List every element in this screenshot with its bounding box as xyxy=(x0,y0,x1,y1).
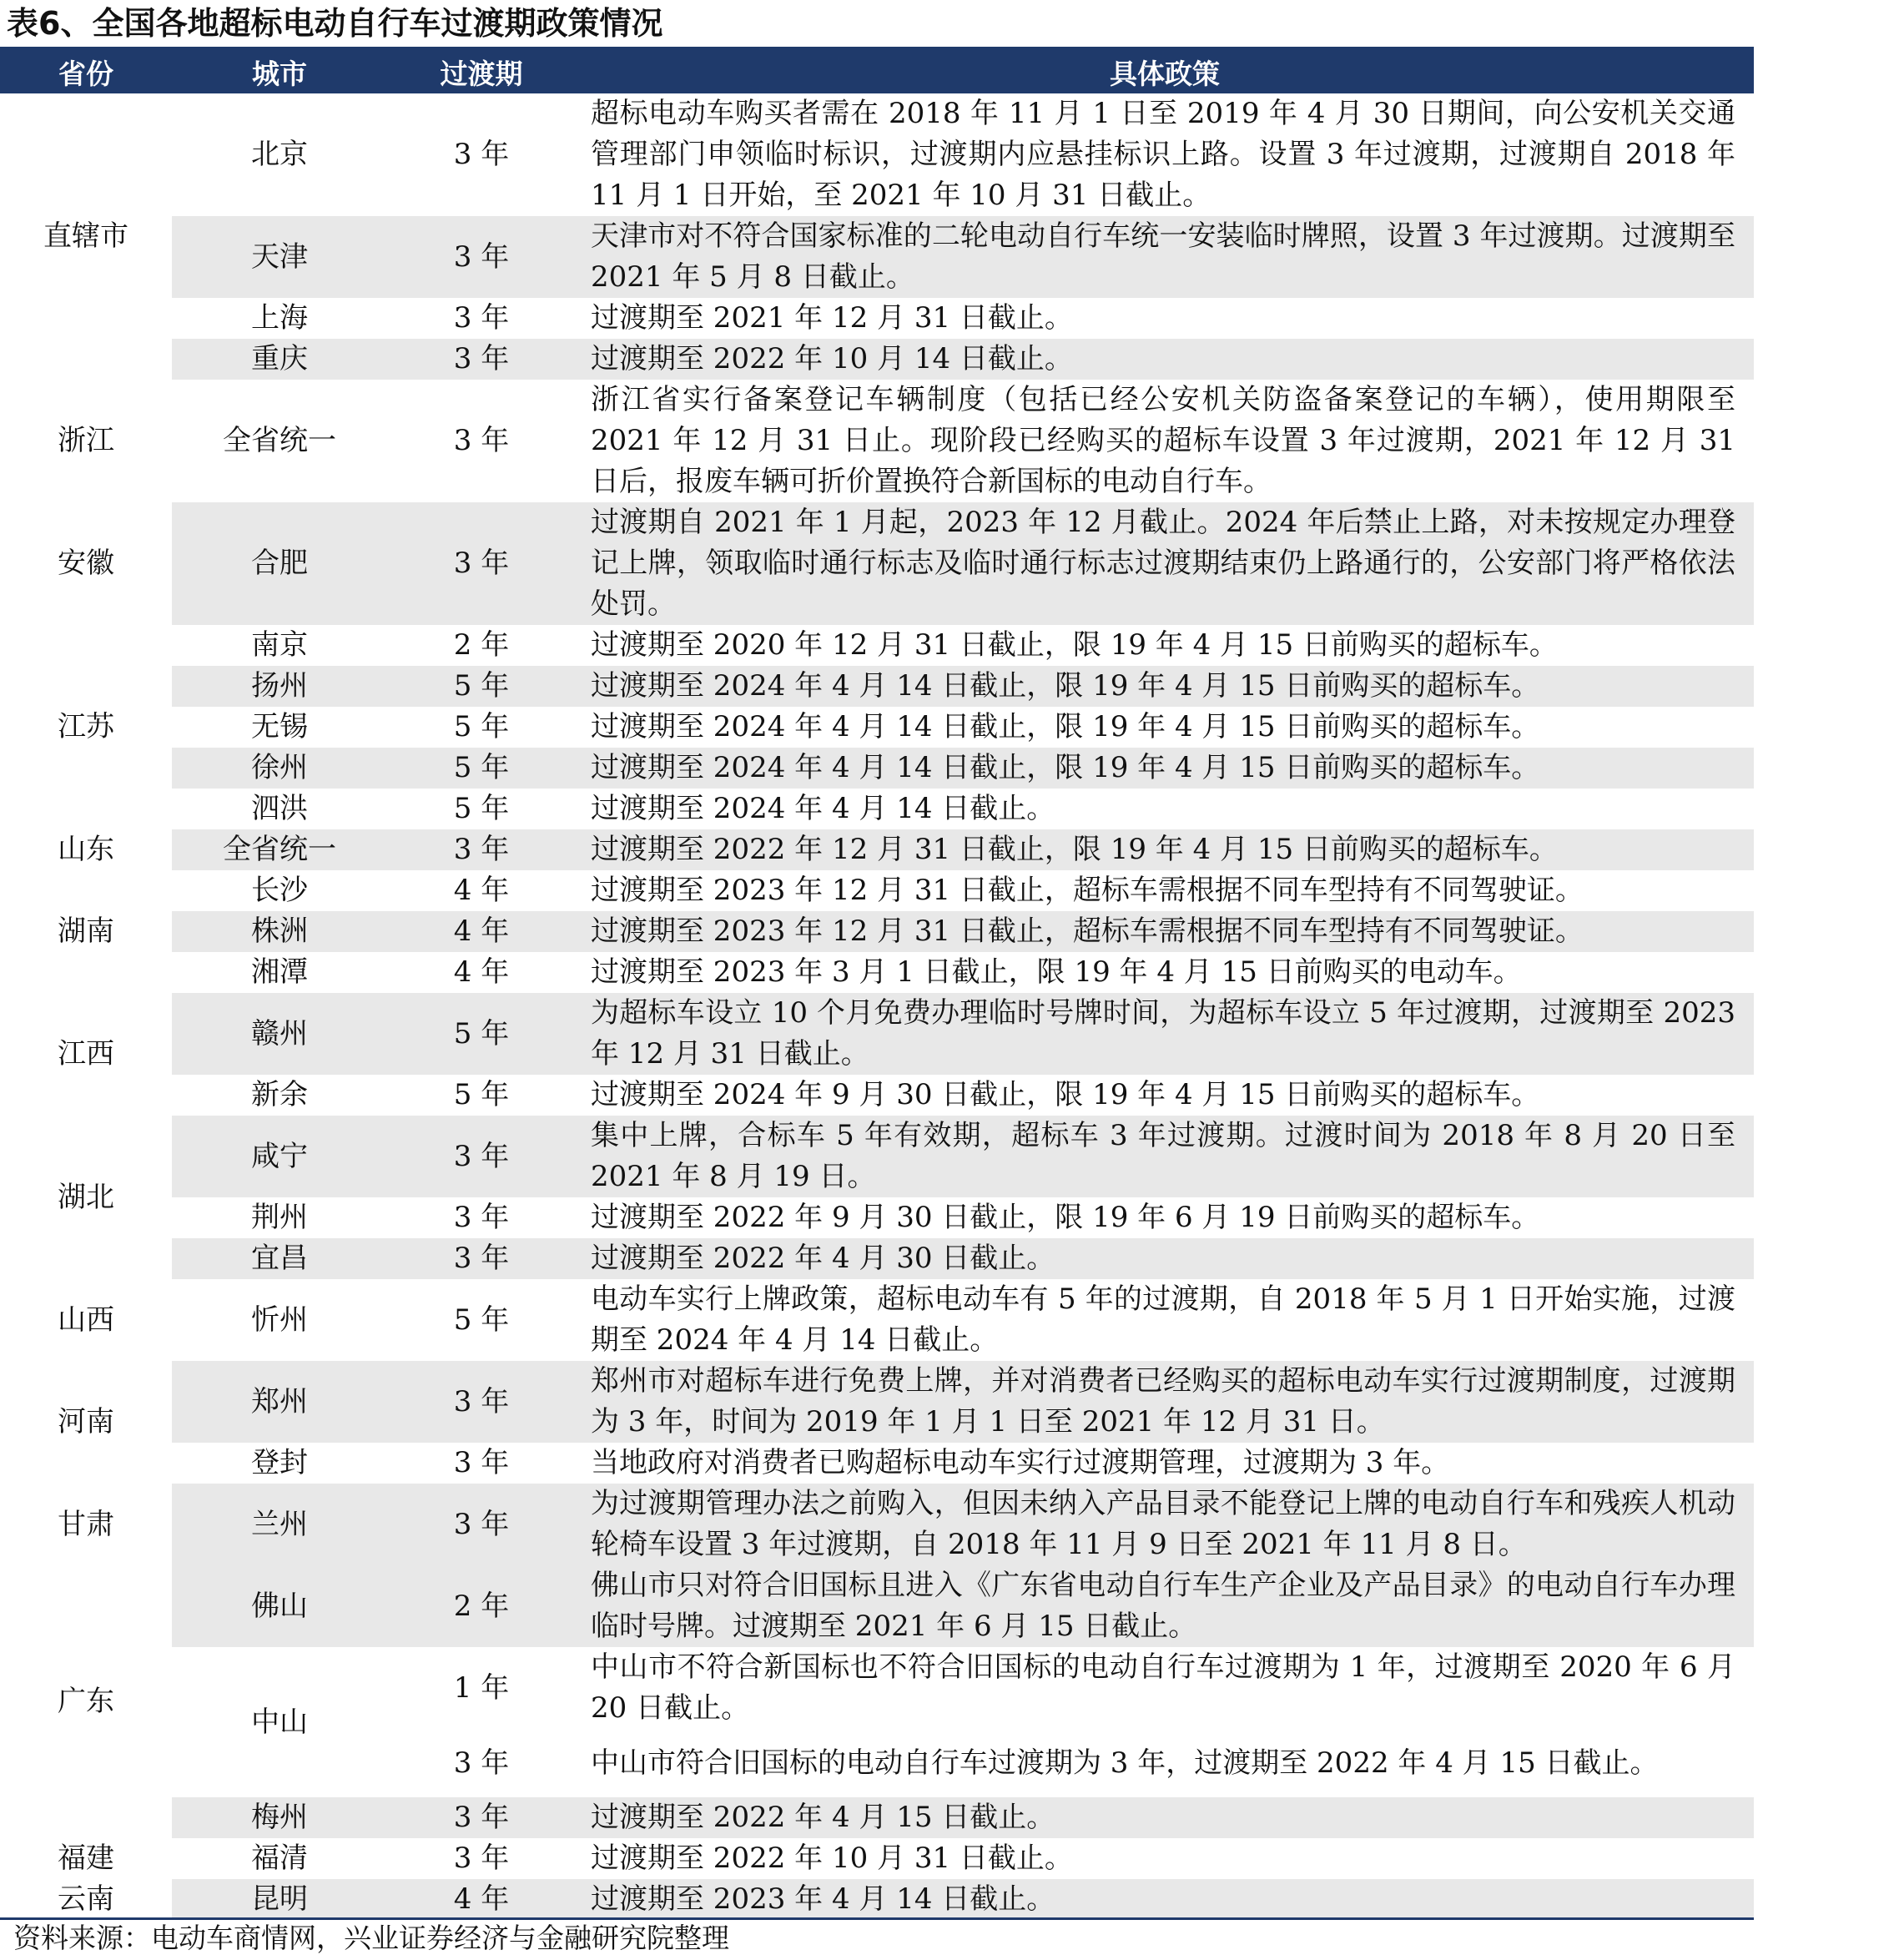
table-row xyxy=(0,502,1754,625)
city-cell: 湘潭 xyxy=(251,955,308,989)
city-cell: 咸宁 xyxy=(172,1116,387,1197)
period-cell: 2 年 xyxy=(453,628,510,662)
policy-cell: 过渡期至 2022 年 4 月 30 日截止。 xyxy=(576,1238,1754,1279)
source-note: 资料来源：电动车商情网，兴业证券经济与金融研究院整理 xyxy=(13,1922,729,1954)
policy-cell: 过渡期至 2023 年 12 月 31 日截止，超标车需根据不同车型持有不同驾驶证。 xyxy=(576,911,1754,952)
policy-table xyxy=(0,51,1754,1920)
city-cell: 忻州 xyxy=(251,1302,308,1337)
period-cell: 3 年 xyxy=(453,1446,510,1479)
province-cell: 直辖市 xyxy=(0,93,172,380)
city-cell: 北京 xyxy=(251,138,308,171)
table-row xyxy=(0,789,1754,829)
policy-cell: 过渡期至 2022 年 4 月 15 日截止。 xyxy=(576,1797,1754,1838)
city-cell: 中山 xyxy=(251,1705,308,1739)
period-cell: 3 年 xyxy=(387,1361,576,1443)
city-cell: 合肥 xyxy=(172,502,387,625)
city-cell: 重庆 xyxy=(172,339,387,380)
city-cell: 上海 xyxy=(251,301,308,335)
policy-cell: 过渡期自 2021 年 1 月起，2023 年 12 月截止。2024 年后禁止上路，对未按规定办理登记上牌，领取临时通行标志及临时通行标志过渡期结束仍上路通行的，公安部门将严格依法处罚。 xyxy=(576,502,1754,625)
header-row xyxy=(0,51,1754,93)
province-cell: 江西 xyxy=(0,993,172,1116)
period-cell: 5 年 xyxy=(387,993,576,1075)
policy-cell: 中山市不符合新国标也不符合旧国标的电动自行车过渡期为 1 年，过渡期至 2020 年 6 月 20 日截止。 xyxy=(591,1650,1735,1725)
period-cell: 3 年 xyxy=(453,301,510,335)
period-cell: 5 年 xyxy=(453,710,510,743)
header-province: 省份 xyxy=(0,51,172,93)
period-cell: 3 年 xyxy=(453,1746,510,1780)
province-cell: 福建 xyxy=(0,1838,172,1879)
table-row xyxy=(0,1647,1754,1729)
table-row xyxy=(0,1443,1754,1484)
city-cell: 扬州 xyxy=(172,666,387,707)
policy-cell: 过渡期至 2024 年 4 月 14 日截止。 xyxy=(591,792,1055,825)
period-cell: 5 年 xyxy=(453,1302,510,1337)
table-title: 表6、全国各地超标电动自行车过渡期政策情况 xyxy=(7,5,663,42)
period-cell: 4 年 xyxy=(453,955,510,989)
city-cell: 佛山 xyxy=(172,1565,387,1647)
city-cell: 郑州 xyxy=(172,1361,387,1443)
table-row xyxy=(0,625,1754,666)
city-cell: 无锡 xyxy=(251,710,308,743)
city-cell: 株洲 xyxy=(172,911,387,952)
province-cell: 山西 xyxy=(0,1279,172,1361)
policy-cell: 过渡期至 2023 年 3 月 1 日截止，限 19 年 4 月 15 日前购买的电动车。 xyxy=(591,955,1522,989)
period-cell: 2 年 xyxy=(387,1565,576,1647)
table-row xyxy=(0,216,1754,298)
policy-cell: 过渡期至 2022 年 12 月 31 日截止，限 19 年 4 月 15 日前购买的超标车。 xyxy=(576,829,1754,870)
table-row xyxy=(0,707,1754,748)
table-row xyxy=(0,1197,1754,1238)
table-row xyxy=(0,666,1754,707)
table-row xyxy=(0,748,1754,789)
policy-cell: 佛山市只对符合旧国标且进入《广东省电动自行车生产企业及产品目录》的电动自行车办理临时号牌。过渡期至 2021 年 6 月 15 日截止。 xyxy=(576,1565,1754,1647)
table-row xyxy=(0,1565,1754,1647)
table-row xyxy=(0,298,1754,339)
policy-cell: 中山市符合旧国标的电动自行车过渡期为 3 年，过渡期至 2022 年 4 月 15 日截止。 xyxy=(591,1746,1659,1780)
province-cell: 河南 xyxy=(0,1361,172,1484)
table-row xyxy=(0,93,1754,216)
policy-cell: 过渡期至 2024 年 4 月 14 日截止，限 19 年 4 月 15 日前购买的超标车。 xyxy=(576,748,1754,789)
policy-cell: 过渡期至 2024 年 4 月 14 日截止，限 19 年 4 月 15 日前购买的超标车。 xyxy=(576,666,1754,707)
policy-cell: 浙江省实行备案登记车辆制度（包括已经公安机关防盗备案登记的车辆），使用期限至 2021 年 12 月 31 日止。现阶段已经购买的超标车设置 3 年过渡期，2021 年 12 月 31 日后，报废车辆可折价置换符合新国标的电动自行车。 xyxy=(591,383,1735,498)
period-cell: 3 年 xyxy=(387,1116,576,1197)
period-cell: 3 年 xyxy=(387,502,576,625)
policy-cell: 过渡期至 2020 年 12 月 31 日截止，限 19 年 4 月 15 日前购买的超标车。 xyxy=(591,628,1558,662)
table-row xyxy=(0,1879,1754,1920)
period-cell: 3 年 xyxy=(387,339,576,380)
policy-cell: 郑州市对超标车进行免费上牌，并对消费者已经购买的超标电动车实行过渡期制度，过渡期为 3 年，时间为 2019 年 1 月 1 日至 2021 年 12 月 31 日。 xyxy=(576,1361,1754,1443)
city-cell: 梅州 xyxy=(172,1797,387,1838)
policy-cell: 过渡期至 2024 年 4 月 14 日截止，限 19 年 4 月 15 日前购买的超标车。 xyxy=(591,710,1540,743)
table-row xyxy=(0,911,1754,952)
province-cell: 甘肃 xyxy=(0,1484,172,1565)
table-row xyxy=(0,1279,1754,1361)
period-cell: 4 年 xyxy=(387,911,576,952)
header-policy: 具体政策 xyxy=(576,51,1754,93)
period-cell: 3 年 xyxy=(387,829,576,870)
table-row xyxy=(0,1116,1754,1197)
city-cell: 福清 xyxy=(251,1842,308,1875)
period-cell: 3 年 xyxy=(453,424,510,457)
city-cell: 兰州 xyxy=(172,1484,387,1565)
policy-cell: 超标电动车购买者需在 2018 年 11 月 1 日至 2019 年 4 月 30 日期间，向公安机关交通管理部门申领临时标识，过渡期内应悬挂标识上路。设置 3 年过渡期，过渡期自 2018 年 11 月 1 日开始，至 2021 年 10 月 31 日截止。 xyxy=(591,97,1735,212)
period-cell: 3 年 xyxy=(387,216,576,298)
province-cell: 安徽 xyxy=(0,502,172,625)
policy-cell: 过渡期至 2022 年 9 月 30 日截止，限 19 年 6 月 19 日前购买的超标车。 xyxy=(591,1201,1540,1234)
period-cell: 5 年 xyxy=(387,748,576,789)
table-row xyxy=(0,1361,1754,1443)
table-row xyxy=(0,1238,1754,1279)
policy-cell: 集中上牌，合标车 5 年有效期，超标车 3 年过渡期。过渡时间为 2018 年 8 月 20 日至 2021 年 8 月 19 日。 xyxy=(576,1116,1754,1197)
policy-cell: 电动车实行上牌政策，超标电动车有 5 年的过渡期，自 2018 年 5 月 1 日开始实施，过渡期至 2024 年 4 月 14 日截止。 xyxy=(591,1282,1735,1357)
policy-cell: 过渡期至 2022 年 10 月 14 日截止。 xyxy=(576,339,1754,380)
period-cell: 3 年 xyxy=(387,1238,576,1279)
period-cell: 4 年 xyxy=(453,874,510,907)
policy-cell: 过渡期至 2022 年 10 月 31 日截止。 xyxy=(591,1842,1073,1875)
city-cell: 登封 xyxy=(251,1446,308,1479)
policy-cell: 为超标车设立 10 个月免费办理临时号牌时间，为超标车设立 5 年过渡期，过渡期至 2023 年 12 月 31 日截止。 xyxy=(576,993,1754,1075)
policy-cell: 过渡期至 2023 年 12 月 31 日截止，超标车需根据不同车型持有不同驾驶证。 xyxy=(591,874,1584,907)
city-cell: 荆州 xyxy=(251,1201,308,1234)
period-cell: 3 年 xyxy=(453,138,510,171)
table-row xyxy=(0,1484,1754,1565)
policy-cell: 天津市对不符合国家标准的二轮电动自行车统一安装临时牌照，设置 3 年过渡期。过渡期至 2021 年 5 月 8 日截止。 xyxy=(576,216,1754,298)
city-cell: 昆明 xyxy=(172,1879,387,1920)
policy-cell: 为过渡期管理办法之前购入，但因未纳入产品目录不能登记上牌的电动自行车和残疾人机动轮椅车设置 3 年过渡期，自 2018 年 11 月 9 日至 2021 年 11 月 8 日。 xyxy=(576,1484,1754,1565)
policy-cell: 当地政府对消费者已购超标电动车实行过渡期管理，过渡期为 3 年。 xyxy=(591,1446,1450,1479)
city-cell: 天津 xyxy=(172,216,387,298)
city-cell: 全省统一 xyxy=(172,829,387,870)
period-cell: 5 年 xyxy=(387,666,576,707)
province-cell: 广东 xyxy=(0,1565,172,1838)
province-cell: 山东 xyxy=(0,829,172,870)
city-cell: 全省统一 xyxy=(223,424,336,457)
table-row xyxy=(0,1838,1754,1879)
policy-cell: 过渡期至 2024 年 9 月 30 日截止，限 19 年 4 月 15 日前购买的超标车。 xyxy=(591,1078,1540,1111)
period-cell: 3 年 xyxy=(453,1842,510,1875)
period-cell: 5 年 xyxy=(453,792,510,825)
table-row xyxy=(0,380,1754,502)
period-cell: 3 年 xyxy=(387,1797,576,1838)
city-cell: 赣州 xyxy=(172,993,387,1075)
period-cell: 5 年 xyxy=(453,1078,510,1111)
period-cell: 1 年 xyxy=(453,1670,510,1705)
policy-cell: 过渡期至 2021 年 12 月 31 日截止。 xyxy=(591,301,1073,335)
province-cell: 云南 xyxy=(0,1879,172,1920)
table-row xyxy=(0,1797,1754,1838)
city-cell: 徐州 xyxy=(172,748,387,789)
city-cell: 长沙 xyxy=(251,874,308,907)
table-row xyxy=(0,339,1754,380)
table-row xyxy=(0,870,1754,911)
province-cell: 浙江 xyxy=(0,380,172,502)
period-cell: 3 年 xyxy=(387,1484,576,1565)
city-cell: 新余 xyxy=(251,1078,308,1111)
province-cell: 湖北 xyxy=(0,1116,172,1279)
table-row xyxy=(0,952,1754,993)
city-cell: 宜昌 xyxy=(172,1238,387,1279)
table-row xyxy=(0,829,1754,870)
policy-cell: 过渡期至 2023 年 4 月 14 日截止。 xyxy=(576,1879,1754,1920)
header-period: 过渡期 xyxy=(387,51,576,93)
period-cell: 3 年 xyxy=(453,1201,510,1234)
city-cell: 南京 xyxy=(251,628,308,662)
table-row xyxy=(0,993,1754,1075)
bottom-rule xyxy=(0,1917,1754,1920)
province-cell: 湖南 xyxy=(0,870,172,993)
header-city: 城市 xyxy=(172,51,387,93)
period-cell: 4 年 xyxy=(387,1879,576,1920)
city-cell: 泗洪 xyxy=(251,792,308,825)
table-row xyxy=(0,1075,1754,1116)
province-cell: 江苏 xyxy=(0,625,172,829)
